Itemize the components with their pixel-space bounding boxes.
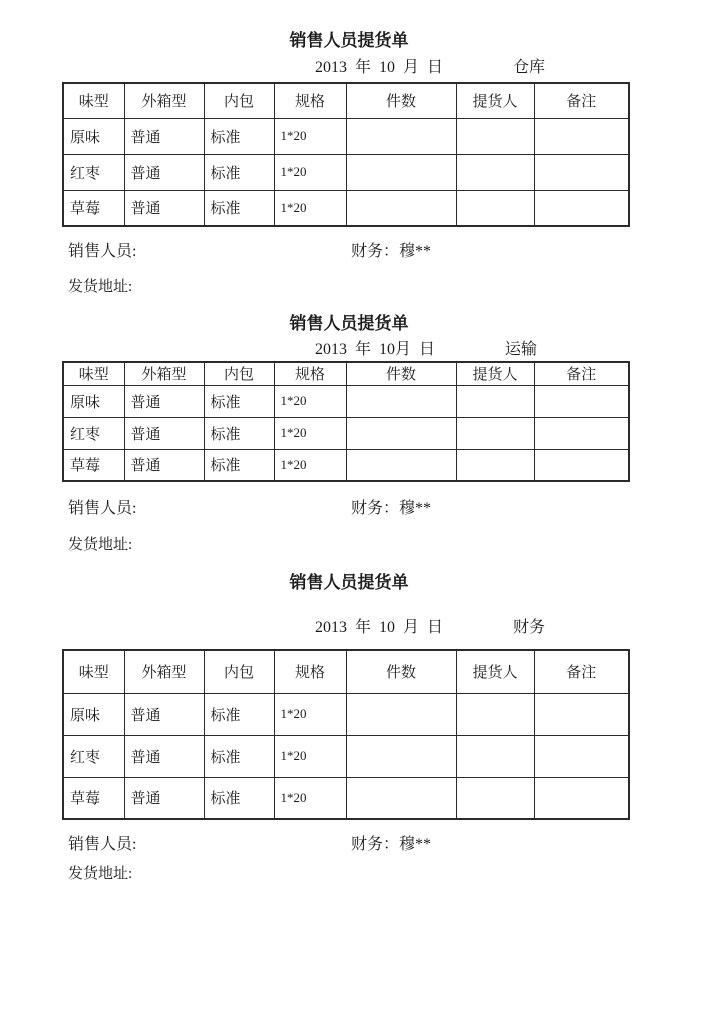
header-picker: 提货人 — [456, 83, 534, 118]
cell-outer-box: 普通 — [124, 154, 204, 190]
date-line — [62, 617, 628, 639]
cell-picker — [456, 118, 534, 154]
date-text: 2013 年 10 月 日 — [315, 619, 444, 636]
shipping-address-label: 发货地址: — [68, 866, 133, 882]
cell-quantity — [346, 385, 456, 417]
cell-picker — [456, 693, 534, 735]
cell-outer-box: 普通 — [124, 735, 204, 777]
finance-label: 财务：穆** — [351, 243, 432, 260]
section-title: 销售人员提货单 — [289, 314, 409, 333]
sales-person-label: 销售人员: — [68, 243, 137, 260]
cell-remarks — [534, 735, 629, 777]
table-row — [63, 693, 629, 735]
cell-flavor: 红枣 — [63, 735, 124, 777]
cell-picker — [456, 154, 534, 190]
cell-outer-box: 普通 — [124, 777, 204, 819]
cell-quantity — [346, 777, 456, 819]
department-label: 财务 — [513, 619, 546, 636]
cell-picker — [456, 190, 534, 226]
cell-quantity — [346, 417, 456, 449]
date-text: 2013 年 10 月 日 — [315, 59, 444, 76]
cell-remarks — [534, 449, 629, 481]
section-title: 销售人员提货单 — [289, 573, 409, 592]
cell-outer-box: 普通 — [124, 118, 204, 154]
signature-line — [62, 498, 628, 520]
table-header-row — [63, 83, 629, 118]
cell-flavor: 红枣 — [63, 417, 124, 449]
pickup-form-section-finance — [62, 572, 628, 885]
table-row — [63, 385, 629, 417]
cell-outer-box: 普通 — [124, 190, 204, 226]
cell-inner-pack: 标准 — [204, 190, 274, 226]
table-row — [63, 190, 629, 226]
cell-remarks — [534, 154, 629, 190]
table-header-row — [63, 650, 629, 693]
table-header-row — [63, 362, 629, 385]
header-inner-pack: 内包 — [204, 362, 274, 385]
cell-quantity — [346, 735, 456, 777]
cell-inner-pack: 标准 — [204, 417, 274, 449]
cell-outer-box: 普通 — [124, 385, 204, 417]
header-flavor-type: 味型 — [63, 650, 124, 693]
cell-outer-box: 普通 — [124, 693, 204, 735]
header-outer-box-type: 外箱型 — [124, 362, 204, 385]
cell-quantity — [346, 190, 456, 226]
cell-inner-pack: 标准 — [204, 735, 274, 777]
cell-picker — [456, 735, 534, 777]
cell-spec: 1*20 — [274, 693, 346, 735]
header-quantity: 件数 — [346, 650, 456, 693]
header-flavor-type: 味型 — [63, 83, 124, 118]
cell-outer-box: 普通 — [124, 449, 204, 481]
cell-spec: 1*20 — [274, 118, 346, 154]
finance-label: 财务：穆** — [351, 500, 432, 517]
cell-spec: 1*20 — [274, 735, 346, 777]
header-remarks: 备注 — [534, 83, 629, 118]
cell-remarks — [534, 190, 629, 226]
header-quantity: 件数 — [346, 362, 456, 385]
cell-inner-pack: 标准 — [204, 154, 274, 190]
header-spec: 规格 — [274, 650, 346, 693]
cell-quantity — [346, 693, 456, 735]
cell-picker — [456, 777, 534, 819]
pickup-table — [62, 82, 630, 227]
cell-spec: 1*20 — [274, 154, 346, 190]
cell-picker — [456, 417, 534, 449]
signature-line — [62, 241, 628, 263]
cell-inner-pack: 标准 — [204, 385, 274, 417]
cell-remarks — [534, 693, 629, 735]
cell-spec: 1*20 — [274, 385, 346, 417]
cell-flavor: 草莓 — [63, 449, 124, 481]
department-label: 运输 — [505, 341, 538, 358]
header-inner-pack: 内包 — [204, 83, 274, 118]
header-remarks: 备注 — [534, 650, 629, 693]
cell-spec: 1*20 — [274, 190, 346, 226]
header-outer-box-type: 外箱型 — [124, 83, 204, 118]
cell-spec: 1*20 — [274, 449, 346, 481]
table-row — [63, 449, 629, 481]
cell-quantity — [346, 118, 456, 154]
cell-flavor: 草莓 — [63, 190, 124, 226]
table-row — [63, 777, 629, 819]
document-content — [0, 30, 628, 885]
cell-flavor: 原味 — [63, 385, 124, 417]
cell-picker — [456, 449, 534, 481]
table-row — [63, 735, 629, 777]
cell-flavor: 草莓 — [63, 777, 124, 819]
cell-spec: 1*20 — [274, 417, 346, 449]
cell-flavor: 红枣 — [63, 154, 124, 190]
date-text: 2013 年 10月 日 — [315, 341, 436, 358]
cell-quantity — [346, 449, 456, 481]
finance-label: 财务：穆** — [351, 836, 432, 853]
cell-spec: 1*20 — [274, 777, 346, 819]
header-flavor-type: 味型 — [63, 362, 124, 385]
date-line — [62, 339, 628, 361]
pickup-table — [62, 361, 630, 482]
cell-remarks — [534, 385, 629, 417]
cell-inner-pack: 标准 — [204, 693, 274, 735]
cell-inner-pack: 标准 — [204, 118, 274, 154]
pickup-form-section-warehouse — [62, 30, 628, 298]
header-remarks: 备注 — [534, 362, 629, 385]
header-picker: 提货人 — [456, 362, 534, 385]
header-outer-box-type: 外箱型 — [124, 650, 204, 693]
table-row — [63, 417, 629, 449]
table-row — [63, 154, 629, 190]
cell-quantity — [346, 154, 456, 190]
date-line — [62, 57, 628, 79]
table-row — [63, 118, 629, 154]
cell-outer-box: 普通 — [124, 417, 204, 449]
department-label: 仓库 — [513, 59, 546, 76]
header-picker: 提货人 — [456, 650, 534, 693]
pickup-table — [62, 649, 630, 820]
signature-line — [62, 834, 628, 856]
cell-remarks — [534, 118, 629, 154]
cell-remarks — [534, 777, 629, 819]
cell-inner-pack: 标准 — [204, 449, 274, 481]
header-inner-pack: 内包 — [204, 650, 274, 693]
pickup-form-section-transport — [62, 313, 628, 556]
shipping-address-label: 发货地址: — [68, 279, 133, 295]
sales-person-label: 销售人员: — [68, 500, 137, 517]
sales-person-label: 销售人员: — [68, 836, 137, 853]
section-title: 销售人员提货单 — [289, 31, 409, 50]
cell-remarks — [534, 417, 629, 449]
header-spec: 规格 — [274, 362, 346, 385]
header-spec: 规格 — [274, 83, 346, 118]
cell-flavor: 原味 — [63, 118, 124, 154]
shipping-address-label: 发货地址: — [68, 537, 133, 553]
cell-flavor: 原味 — [63, 693, 124, 735]
cell-inner-pack: 标准 — [204, 777, 274, 819]
header-quantity: 件数 — [346, 83, 456, 118]
cell-picker — [456, 385, 534, 417]
